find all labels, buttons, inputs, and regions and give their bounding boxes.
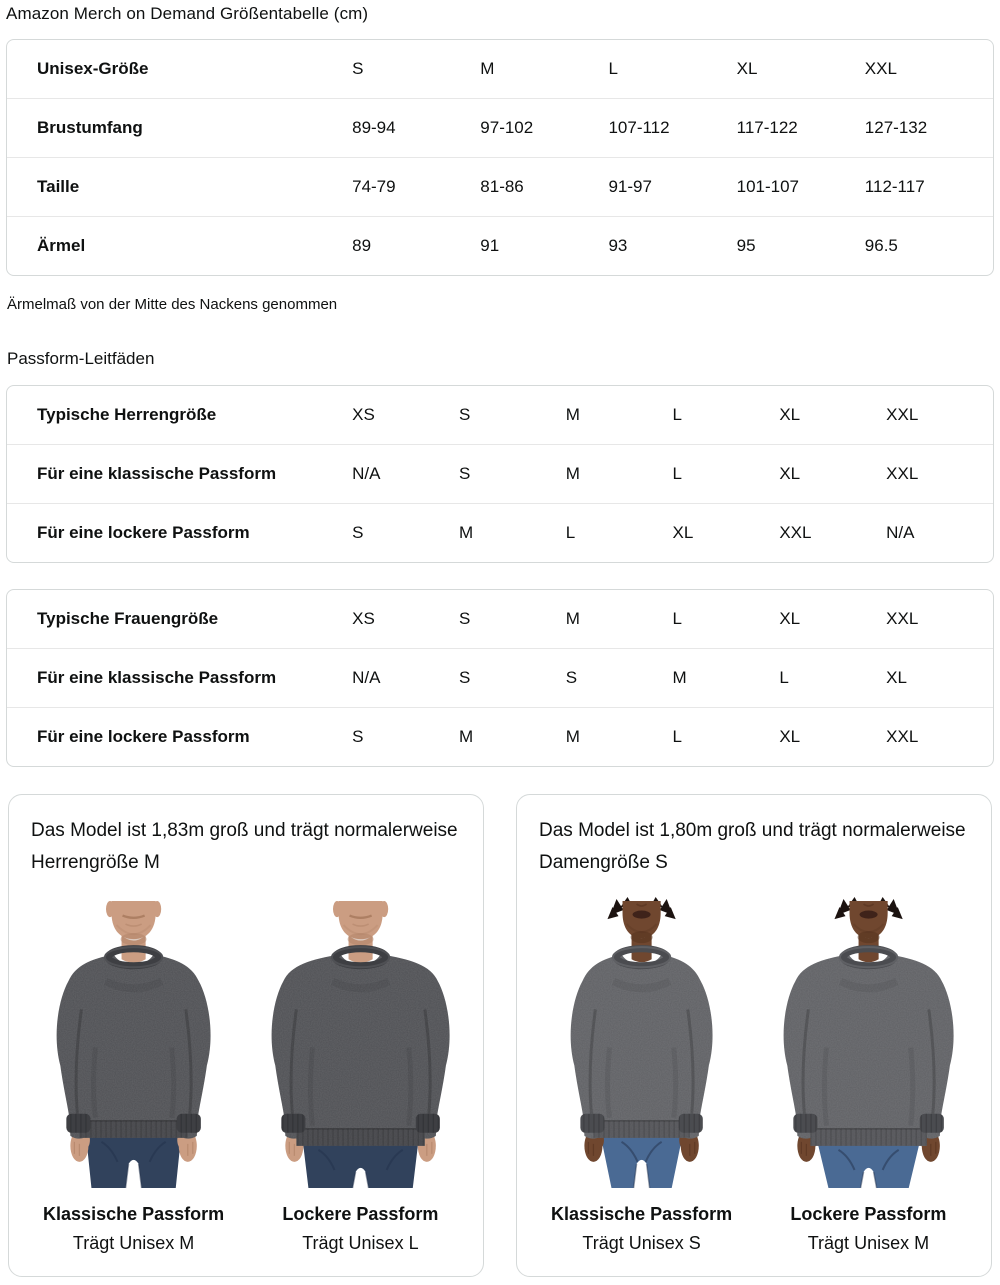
row-value: M — [566, 708, 673, 767]
table-row — [7, 99, 993, 158]
row-value: M — [673, 649, 780, 708]
row-value: XL — [673, 504, 780, 563]
row-label: Für eine lockere Passform — [7, 504, 352, 563]
table-row — [7, 504, 993, 563]
row-value: 74-79 — [352, 158, 480, 217]
fit-label: Lockere Passform — [790, 1204, 947, 1224]
table-row — [7, 386, 993, 445]
row-value: XXL — [886, 445, 993, 504]
row-label: Unisex-Größe — [37, 59, 149, 78]
row-value: 117-122 — [737, 99, 865, 158]
unisex-size-table-grid — [7, 40, 993, 275]
model-cards-row — [8, 794, 992, 1277]
size-label: Trägt Unisex M — [807, 1233, 930, 1253]
row-value: XL — [779, 445, 886, 504]
row-value: S — [459, 649, 566, 708]
row-value: 112-117 — [865, 158, 993, 217]
female-classic-figure — [539, 897, 744, 1254]
female-model-description: Das Model ist 1,80m groß und trägt normalerweise Damengröße S — [539, 820, 966, 873]
row-label: Für eine klassische Passform — [7, 649, 352, 708]
womens-fit-table — [6, 589, 994, 767]
row-value: XXL — [779, 504, 886, 563]
row-value: S — [458, 609, 471, 628]
row-value: 95 — [737, 217, 865, 276]
table-row — [7, 445, 993, 504]
fit-guides-heading: Passform-Leitfäden — [7, 349, 155, 368]
row-value: N/A — [352, 649, 459, 708]
womens-fit-table-grid — [7, 590, 993, 766]
row-value: XL — [779, 405, 801, 424]
male-loose-figure — [258, 897, 463, 1254]
row-value: XL — [779, 609, 801, 628]
row-value: N/A — [886, 504, 993, 563]
row-value: XXL — [886, 609, 919, 628]
mens-fit-table — [6, 385, 994, 563]
size-label: Trägt Unisex S — [582, 1233, 701, 1253]
fit-label: Lockere Passform — [282, 1204, 439, 1224]
row-value: S — [352, 504, 459, 563]
fit-label: Klassische Passform — [43, 1204, 225, 1224]
model-photo-male-classic — [31, 897, 236, 1190]
row-value: XXL — [886, 708, 993, 767]
row-label: Ärmel — [7, 217, 352, 276]
row-value: 91-97 — [608, 158, 736, 217]
row-value: L — [672, 405, 683, 424]
row-value: 97-102 — [480, 99, 608, 158]
row-value: N/A — [352, 445, 459, 504]
model-photo-female-classic — [539, 897, 744, 1190]
row-value: M — [459, 504, 566, 563]
row-value: XL — [779, 708, 886, 767]
row-label: Taille — [7, 158, 352, 217]
row-value: S — [352, 708, 459, 767]
male-model-card — [8, 794, 484, 1277]
table-row — [7, 158, 993, 217]
row-value: 81-86 — [480, 158, 608, 217]
row-value: XS — [352, 405, 375, 424]
row-value: S — [352, 59, 364, 78]
row-value: 96.5 — [865, 217, 993, 276]
model-photo-male-loose — [258, 897, 463, 1190]
row-value: M — [565, 609, 580, 628]
row-value: 89-94 — [352, 99, 480, 158]
row-value: 127-132 — [865, 99, 993, 158]
row-value: XS — [352, 609, 375, 628]
unisex-size-table — [6, 39, 994, 276]
sleeve-measure-footnote: Ärmelmaß von der Mitte des Nackens genommen — [7, 296, 338, 313]
row-value: L — [779, 649, 886, 708]
row-value: L — [566, 504, 673, 563]
model-photo-female-loose — [766, 897, 971, 1190]
row-value: M — [459, 708, 566, 767]
row-value: S — [566, 649, 673, 708]
fit-label: Klassische Passform — [551, 1204, 733, 1224]
row-label: Brustumfang — [7, 99, 352, 158]
table-row — [7, 590, 993, 649]
male-model-description: Das Model ist 1,83m groß und trägt normalerweise Herrengröße M — [31, 820, 458, 873]
row-value: M — [566, 445, 673, 504]
row-value: M — [565, 405, 580, 424]
female-model-card — [516, 794, 992, 1277]
row-value: L — [672, 609, 683, 628]
female-loose-figure — [766, 897, 971, 1254]
mens-fit-table-grid — [7, 386, 993, 562]
male-classic-figure — [31, 897, 236, 1254]
row-value: M — [480, 59, 495, 78]
row-value: XXL — [886, 405, 919, 424]
row-value: 91 — [480, 217, 608, 276]
row-label: Für eine klassische Passform — [7, 445, 352, 504]
row-label: Für eine lockere Passform — [7, 708, 352, 767]
row-value: S — [459, 445, 566, 504]
row-value: L — [673, 445, 780, 504]
row-value: 93 — [608, 217, 736, 276]
male-figures — [31, 897, 463, 1254]
table-row — [7, 217, 993, 276]
size-label: Trägt Unisex M — [72, 1233, 195, 1253]
row-value: L — [673, 708, 780, 767]
row-value: 89 — [352, 217, 480, 276]
row-label: Typische Herrengröße — [37, 405, 217, 424]
page-title: Amazon Merch on Demand Größentabelle (cm) — [6, 4, 369, 23]
table-row — [7, 649, 993, 708]
row-value: XL — [886, 649, 993, 708]
row-value: L — [608, 59, 618, 78]
row-value: S — [458, 405, 471, 424]
table-row — [7, 708, 993, 767]
female-figures — [539, 897, 971, 1254]
size-label: Trägt Unisex L — [302, 1233, 419, 1253]
row-value: XL — [736, 59, 758, 78]
row-value: 101-107 — [737, 158, 865, 217]
row-label: Typische Frauengröße — [37, 609, 219, 628]
table-row — [7, 40, 993, 99]
row-value: XXL — [864, 59, 897, 78]
row-value: 107-112 — [608, 99, 736, 158]
